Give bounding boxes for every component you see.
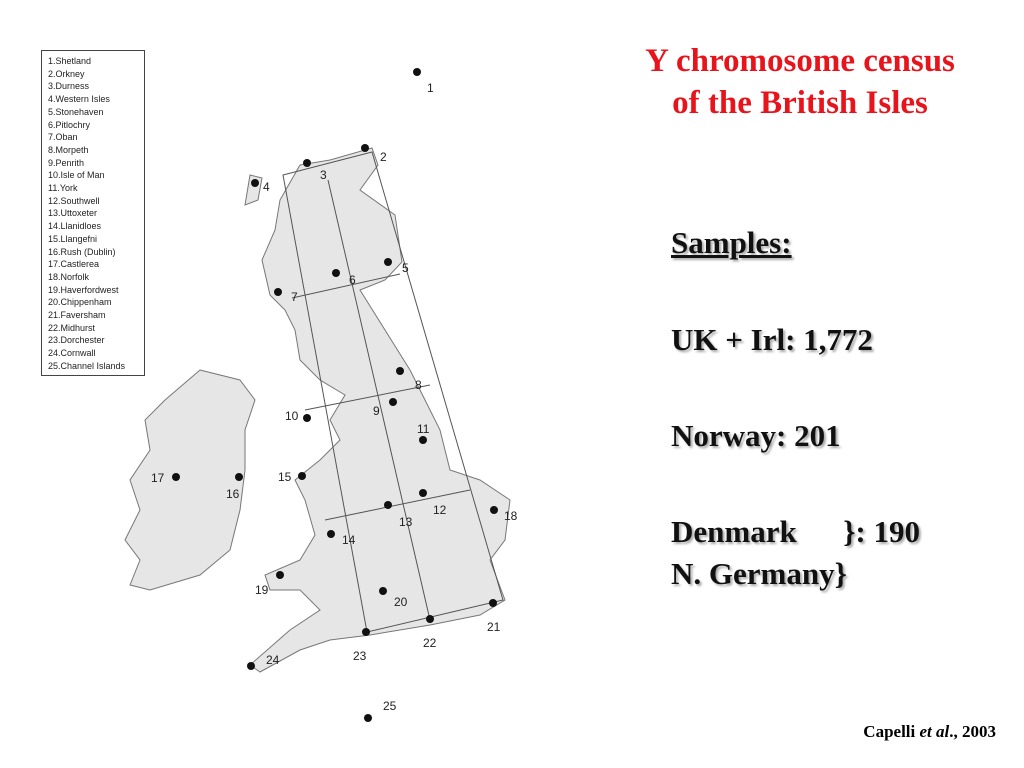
- legend-item: 19.Haverfordwest: [48, 284, 119, 295]
- site-dot: [332, 269, 340, 277]
- site-number: 21: [487, 620, 501, 634]
- site-number: 13: [399, 515, 413, 529]
- citation-year: ., 2003: [949, 722, 996, 741]
- site-dot: [172, 473, 180, 481]
- site-number: 10: [285, 409, 299, 423]
- legend-item: 3.Durness: [48, 81, 90, 92]
- legend-item: 21.Faversham: [48, 310, 106, 321]
- site-dot: [274, 288, 282, 296]
- site-number: 16: [226, 487, 240, 501]
- site-dot: [419, 436, 427, 444]
- legend-item: 16.Rush (Dublin): [48, 246, 116, 257]
- legend-item: 24.Cornwall: [48, 348, 96, 359]
- legend-item: 18.Norfolk: [48, 271, 90, 282]
- legend-item: 4.Western Isles: [48, 94, 110, 105]
- site-dot: [490, 506, 498, 514]
- site-dot: [379, 587, 387, 595]
- legend-item: 10.Isle of Man: [48, 170, 105, 181]
- site-number: 6: [349, 273, 356, 287]
- legend-item: 5.Stonehaven: [48, 106, 104, 117]
- legend-item: 9.Penrith: [48, 157, 85, 168]
- legend-item: 23.Dorchester: [48, 335, 105, 346]
- denmark-count: Denmark }: 190: [671, 514, 920, 549]
- site-dot: [361, 144, 369, 152]
- legend-item: 6.Pitlochry: [48, 119, 91, 130]
- samples-heading: Samples:: [671, 225, 792, 260]
- legend-item: 13.Uttoxeter: [48, 208, 98, 219]
- citation-author: Capelli: [863, 722, 920, 741]
- legend-item: 22.Midhurst: [48, 322, 96, 333]
- site-dot: [426, 615, 434, 623]
- site-dot: [419, 489, 427, 497]
- citation: [863, 722, 996, 742]
- site-dot: [298, 472, 306, 480]
- legend-item: 1.Shetland: [48, 56, 92, 66]
- legend-item: 15.Llangefni: [48, 233, 98, 244]
- legend-item: 17.Castlerea: [48, 259, 100, 270]
- site-number: 5: [402, 261, 409, 275]
- site-number: 12: [433, 503, 447, 517]
- ireland-outline: [125, 370, 255, 590]
- site-dot: [303, 159, 311, 167]
- site-dot: [303, 414, 311, 422]
- site-dot: [362, 628, 370, 636]
- title-line-2: of the British Isles: [672, 85, 928, 121]
- site-dot: [251, 179, 259, 187]
- site-number: 20: [394, 595, 408, 609]
- site-dot: [384, 501, 392, 509]
- site-dot: [364, 714, 372, 722]
- site-number: 9: [373, 404, 380, 418]
- site-dot: [413, 68, 421, 76]
- site-number: 4: [263, 180, 270, 194]
- legend-item: 14.Llanidloes: [48, 221, 102, 232]
- site-number: 19: [255, 583, 269, 597]
- site-number: 15: [278, 470, 292, 484]
- site-dot: [489, 599, 497, 607]
- site-number: 22: [423, 636, 437, 650]
- site-dot: [396, 367, 404, 375]
- site-dot: [384, 258, 392, 266]
- site-number: 25: [383, 699, 397, 713]
- site-dot: [276, 571, 284, 579]
- site-number: 1: [427, 81, 434, 95]
- site-number: 7: [291, 290, 298, 304]
- legend-item: 20.Chippenham: [48, 297, 112, 308]
- uk-irl-count: UK + Irl: 1,772: [671, 322, 873, 357]
- site-number: 3: [320, 168, 327, 182]
- germany-label: N. Germany}: [671, 556, 847, 591]
- slide-title: [600, 40, 1000, 124]
- site-number: 17: [151, 471, 165, 485]
- site-number: 2: [380, 150, 387, 164]
- legend-item: 25.Channel Islands: [48, 360, 126, 371]
- site-dot: [235, 473, 243, 481]
- site-dot: [327, 530, 335, 538]
- site-legend: [41, 50, 145, 376]
- legend-item: 7.Oban: [48, 132, 78, 143]
- site-number: 24: [266, 653, 280, 667]
- legend-item: 12.Southwell: [48, 195, 100, 206]
- site-dot: [247, 662, 255, 670]
- norway-count: Norway: 201: [671, 418, 841, 453]
- site-number: 23: [353, 649, 367, 663]
- site-number: 18: [504, 509, 518, 523]
- site-number: 8: [415, 378, 422, 392]
- site-number: 11: [417, 422, 430, 436]
- legend-item: 8.Morpeth: [48, 144, 89, 155]
- title-line-1: Y chromosome census: [645, 43, 955, 79]
- site-number: 14: [342, 533, 356, 547]
- citation-etal: et al: [919, 722, 950, 741]
- legend-item: 11.York: [48, 183, 78, 194]
- site-dot: [389, 398, 397, 406]
- legend-item: 2.Orkney: [48, 68, 85, 79]
